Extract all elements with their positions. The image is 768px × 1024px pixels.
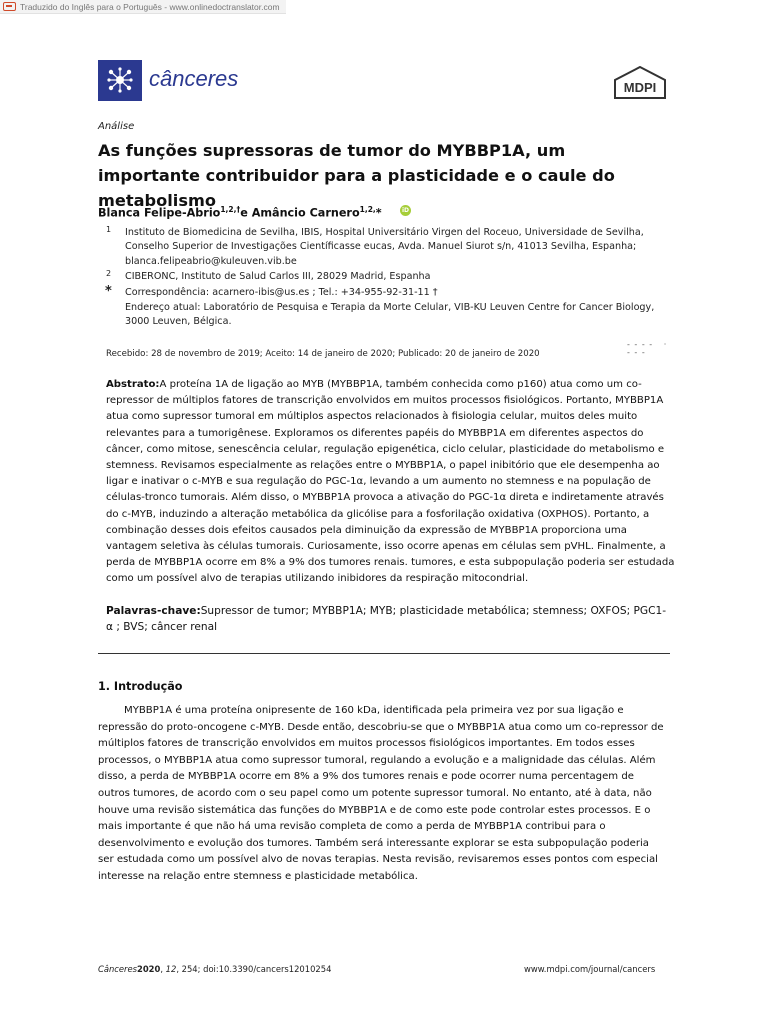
affiliation-text: CIBERONC, Instituto de Salud Carlos III, 28029 Madrid, Espanha <box>125 271 431 282</box>
authors-line <box>98 205 382 220</box>
footer-volume: 12 <box>165 964 177 974</box>
footer-doi: , 254; doi:10.3390/cancers12010254 <box>176 964 332 974</box>
author-name: Blanca Felipe-Abrio <box>98 206 221 220</box>
section-heading: 1. Introdução <box>98 680 183 693</box>
publication-dates: Recebido: 28 de novembro de 2019; Aceito: 14 de janeiro de 2020; Publicado: 20 de janeiro de 2020 <box>106 349 540 359</box>
affiliation-mark: 1 <box>106 225 112 234</box>
orcid-icon[interactable]: iD <box>401 207 410 214</box>
abstract-label: Abstrato: <box>106 379 160 390</box>
affiliation-mark: 2 <box>106 269 112 278</box>
present-address <box>98 301 665 330</box>
present-address-text: Endereço atual: Laboratório de Pesquisa e Terapia da Morte Celular, VIB-KU Leuven Centre for Cancer Biology, 3000 Leuven, Bélgica. <box>125 302 655 328</box>
journal-name: cânceres <box>149 66 239 91</box>
footer-journal: Cânceres <box>98 964 138 974</box>
translator-banner-text: Traduzido do Inglês para o Português - www.onlinedoctranslator.com <box>20 1 280 12</box>
article-title: As funções supressoras de tumor do MYBBP1A, um importante contribuidor para a plasticidade e o caule do metabolismo <box>98 141 615 210</box>
footer-year: 2020 <box>137 964 161 974</box>
journal-url-link[interactable]: www.mdpi.com/journal/cancers <box>524 964 656 974</box>
journal-logo-icon <box>98 60 142 101</box>
section-divider <box>98 653 670 654</box>
mdpi-logo-icon <box>612 66 668 104</box>
keywords-text: Supressor de tumor; MYBBP1A; MYB; plasticidade metabólica; stemness; OXFOS; PGC1-α ; BVS; câncer renal <box>106 605 667 633</box>
author-affiliation-marks: 1,2, <box>359 205 376 214</box>
affiliation-mark: * <box>105 284 112 299</box>
abstract-text: A proteína 1A de ligação ao MYB (MYBBP1A, também conhecida como p160) atua como um co-repressor de múltiplos fatores de transcrição envolvidos em muitos processos fisiológicos. Portanto, MYBBP1A atua como supressor tumoral em múltiplos aspectos relacionados à fisiologia celular, muitos deles muito relevantes para a tumorigênese. Exploramos os diferentes papéis do MYBBP1A em diferentes aspectos do câncer, como mitose, senescência celular, regulação epigenética, ciclo celular, plasticidade do metabolismo e stemness. Revisamos especialmente as relações entre o MYBBP1A, o papel inibitório que ele desempenha ao ligar e inativar o c-MYB e sua regulação do PGC-1α, levando a um aumento no stemness e na população de células-tronco tumorais. Além disso, o MYBBP1A provoca a ativação do PGC-1α direta e indiretamente através do c-MYB, induzindo a alteração metabólica da glicólise para a fosforilação oxidativa (OXPHOS). Portanto, a combinação desses dois efeitos causados pela diminuição da expressão de MYBBP1A proporciona uma vantagem seletiva às células tumorais. Curiosamente, isso ocorre apenas em células sem pVHL. Finalmente, a perda de MYBBP1A ocorre em 8% a 9% dos tumores renais. tumores, e esta subpopulação poderia ser estudada como um possível alvo de terapias utilizando inibidores da respiração mitocondrial. <box>106 379 675 585</box>
affiliation <box>98 226 665 269</box>
citation-footer: Cânceres2020, 12, 254; doi:10.3390/cancers12010254 <box>98 964 332 974</box>
abstract <box>106 377 676 588</box>
correspondence-text: Correspondência: acarnero-ibis@us.es ; Tel.: +34-955-92-31-11 † <box>125 287 438 298</box>
affiliation <box>98 270 665 284</box>
body-paragraph: MYBBP1A é uma proteína onipresente de 160 kDa, identificada pela primeira vez por sua ligação e repressão do proto-oncogene c-MYB. Desde então, descobriu-se que o MYBBP1A atua como um co-repressor de múltiplos fatores de transcrição envolvidos em muitos processos fisiológicos importantes. Em todos esses processos, o MYBBP1A atua como supressor tumoral, regulando a evolução e a malignidade das células. Além disso, a perda de MYBBP1A ocorre em 8% a 9% dos tumores renais e pode ocorrer numa percentagem de outros tumores, de acordo com o seu papel como um potente supressor tumoral. No entanto, até à data, não houve uma revisão sistemática das funções do MYBBP1A e de como este pode controlar estes processos. E o mais importante é que não há uma revisão completa de como a perda de MYBBP1A contribui para o desenvolvimento e evolução dos tumores. Também será interessante explorar se esta subpopulação poderia ser estudada como um possível alvo de novas terapias. Nesta revisão, revisaremos esses pontos com especial interesse na relação entre stemness e plasticidade metabólica. <box>98 705 664 882</box>
corresponding-star: * <box>375 206 382 220</box>
author-name: e Amâncio Carnero <box>240 206 360 220</box>
affiliation-text: Instituto de Biomedicina de Sevilha, IBIS, Hospital Universitário Virgen del Roceuo, Universidade de Sevilha, Conselho Superior de Investigações Científicasse eucas, Avda. Manuel Siurot s/n, 41013 Sevilha, Espanha; blanca.felipeabrio@kuleuven.vib.be <box>125 227 644 267</box>
correspondence <box>98 286 665 300</box>
article-type: Análise <box>98 121 135 132</box>
mdpi-logo-text: MDPI <box>623 80 657 95</box>
author-affiliation-marks: 1,2,† <box>220 205 241 214</box>
keywords <box>106 603 671 635</box>
translate-icon <box>3 2 16 11</box>
keywords-label: Palavras-chave: <box>106 605 201 617</box>
translator-banner[interactable] <box>0 0 286 14</box>
check-for-updates-icon[interactable]: - - - - · - - - <box>627 340 668 357</box>
